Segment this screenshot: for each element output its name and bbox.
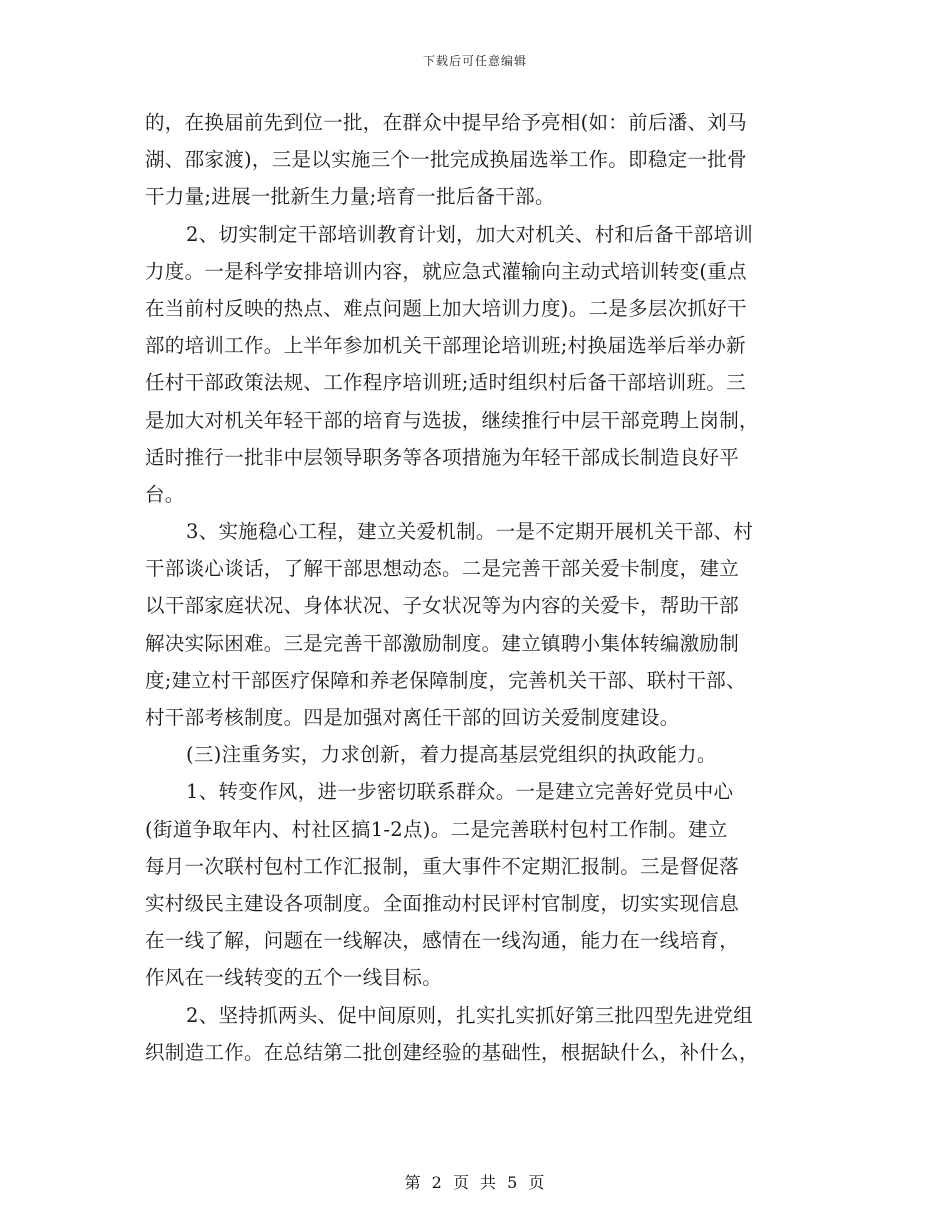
text-line: 实村级民主建设各项制度。全面推动村民评村官制度，切实实现信息 [145, 891, 740, 915]
text-line: 每月一次联村包村工作汇报制，重大事件不定期汇报制。三是督促落 [145, 854, 740, 878]
paragraph-start-line: 3、实施稳心工程，建立关爱机制。一是不定期开展机关干部、村 [186, 520, 754, 544]
page-header: 下载后可任意编辑 [422, 54, 527, 68]
text-line: 干力量;进展一批新生力量;培育一批后备干部。 [145, 185, 555, 209]
text-line: 村干部考核制度。四是加强对离任干部的回访关爱制度建设。 [145, 706, 680, 729]
text-line: 湖、邵家渡)，三是以实施三个一批完成换届选举工作。即稳定一批骨 [145, 148, 747, 172]
text-line: 解决实际困难。三是完善干部激励制度。建立镇聘小集体转编激励制 [145, 631, 740, 655]
text-line: 在一线了解，问题在一线解决，感情在一线沟通，能力在一线培育， [145, 929, 740, 953]
text-line: 度;建立村干部医疗保障和养老保障制度，完善机关干部、联村干部、 [145, 668, 746, 692]
paragraph-start-line: 2、切实制定干部培训教育计划，加大对机关、村和后备干部培训 [186, 222, 754, 246]
text-line: 在当前村反映的热点、难点问题上加大培训力度)。二是多层次抓好干 [145, 296, 747, 320]
section-heading-line: (三)注重务实，力求创新，着力提高基层党组织的执政能力。 [186, 743, 717, 767]
text-line: 力度。一是科学安排培训内容，就应急式灌输向主动式培训转变(重点 [145, 259, 747, 283]
text-line: 台。 [145, 482, 185, 506]
text-line: 的，在换届前先到位一批，在群众中提早给予亮相(如：前后潘、刘马 [145, 111, 747, 134]
paragraph-start-line: 2、坚持抓两头、促中间原则，扎实扎实抓好第三批四型先进党组 [186, 1003, 754, 1027]
text-line: 适时推行一批非中层领导职务等各项措施为年轻干部成长制造良好平 [145, 445, 740, 469]
text-line: (街道争取年内、村社区搞1-2点)。二是完善联村包村工作制。建立 [145, 817, 728, 841]
text-line: 作风在一线转变的五个一线目标。 [145, 966, 443, 990]
page-footer: 第 2 页 共 5 页 [404, 1173, 546, 1192]
paragraph-start-line: 1、转变作风，进一步密切联系群众。一是建立完善好党员中心 [186, 780, 734, 804]
document-body [145, 104, 805, 1071]
text-line: 是加大对机关年轻干部的培育与选拔，继续推行中层干部竞聘上岗制， [145, 408, 759, 432]
text-line: 以干部家庭状况、身体状况、子女状况等为内容的关爱卡，帮助干部 [145, 594, 740, 618]
text-line: 织制造工作。在总结第二批创建经验的基础性，根据缺什么，补什么， [145, 1040, 759, 1064]
text-line: 部的培训工作。上半年参加机关干部理论培训班;村换届选举后举办新 [145, 334, 746, 358]
text-line: 干部谈心谈话，了解干部思想动态。二是完善干部关爱卡制度，建立 [145, 557, 740, 581]
text-line: 任村干部政策法规、工作程序培训班;适时组织村后备干部培训班。三 [145, 371, 746, 395]
